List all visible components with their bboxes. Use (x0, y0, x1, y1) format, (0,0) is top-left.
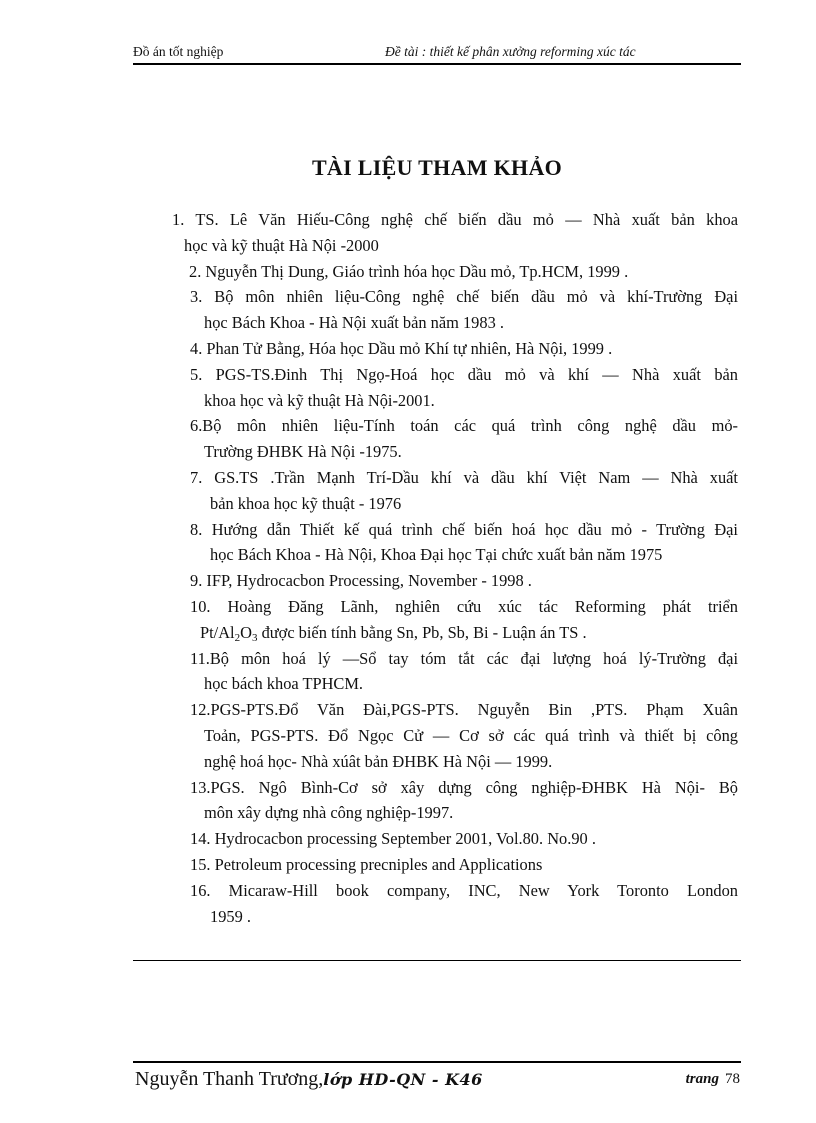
reference-line: học Bách Khoa - Hà Nội, Khoa Đại học Tại chức xuất bản năm 1975 (210, 545, 663, 565)
reference-item-6 (190, 413, 738, 465)
reference-line: 10. Hoàng Đăng Lãnh, nghiên cứu xúc tác Reforming phát triển (190, 596, 738, 616)
reference-item-8 (190, 517, 738, 569)
reference-line: học bách khoa TPHCM. (204, 674, 364, 694)
reference-line: bản khoa học kỹ thuật - 1976 (210, 493, 402, 513)
reference-text: được biến tính bằng Sn, Pb, Sb, Bi - Luận án TS . (257, 622, 587, 642)
reference-line: nghệ hoá học- Nhà xúât bản ĐHBK Hà Nội — 1999. (204, 751, 553, 771)
reference-line: môn xây dựng nhà công nghiệp-1997. (204, 803, 454, 823)
reference-line: 9. IFP, Hydrocacbon Processing, November - 1998 . (190, 571, 532, 591)
reference-list (172, 207, 738, 929)
reference-line: 2. Nguyễn Thị Dung, Giáo trình hóa học Dầu mỏ, Tp.HCM, 1999 . (189, 261, 629, 281)
page-number: 78 (725, 1071, 740, 1087)
reference-line: 15. Petroleum processing precniples and Applications (190, 854, 543, 874)
author-name: Nguyễn Thanh Trương, (135, 1068, 324, 1090)
content-end-divider (133, 960, 741, 961)
reference-line: 11.Bộ môn hoá lý —Sổ tay tóm tắt các đại lượng hoá lý-Trường đại (190, 648, 738, 668)
page-number-block (686, 1071, 740, 1088)
reference-line: 16. Micaraw-Hill book company, INC, New York Toronto London (190, 880, 738, 900)
author-class: lớp HD-QN - K46 (323, 1070, 483, 1089)
reference-item-11 (190, 646, 738, 698)
formula-subscript: 3 (251, 631, 258, 644)
page-title: TÀI LIỆU THAM KHẢO (311, 155, 563, 180)
footer-divider (133, 1061, 741, 1063)
reference-item-3 (190, 284, 738, 336)
reference-line: 1. TS. Lê Văn Hiếu-Công nghệ chế biến dầu mỏ — Nhà xuất bản khoa (172, 210, 738, 229)
reference-line: khoa học và kỹ thuật Hà Nội-2001. (204, 390, 435, 410)
reference-line: 4. Phan Tử Bằng, Hóa học Dầu mỏ Khí tự nhiên, Hà Nội, 1999 . (190, 338, 613, 358)
reference-line: 3. Bộ môn nhiên liệu-Công nghệ chế biến dầu mỏ và khí-Trường Đại (190, 287, 738, 307)
reference-line: Toản, PGS-PTS. Đổ Ngọc Cử — Cơ sở các quá trình và thiết bị công (204, 725, 738, 745)
footer-author (135, 1068, 483, 1091)
reference-line: 12.PGS-PTS.Đổ Văn Đài,PGS-PTS. Nguyễn Bin ,PTS. Phạm Xuân (190, 700, 738, 720)
reference-line: 7. GS.TS .Trần Mạnh Trí-Dầu khí và dầu khí Việt Nam — Nhà xuất (190, 467, 738, 487)
header-divider (133, 63, 741, 65)
reference-line: 6.Bộ môn nhiên liệu-Tính toán các quá trình công nghệ dầu mỏ- (190, 416, 738, 436)
reference-line: 8. Hướng dẫn Thiết kế quá trình chế biến hoá học dầu mỏ - Trường Đại (190, 519, 738, 539)
reference-line: học Bách Khoa - Hà Nội xuất bản năm 1983 . (204, 313, 504, 333)
reference-item-10 (190, 594, 738, 646)
formula-part: Pt/Al (200, 622, 235, 642)
formula-subscript: 2 (234, 631, 241, 644)
reference-item-14 (190, 826, 738, 852)
reference-line: 13.PGS. Ngô Bình-Cơ sở xây dựng công nghiệp-ĐHBK Hà Nội- Bộ (190, 777, 738, 797)
reference-item-9 (190, 568, 738, 594)
header-left-text: Đồ án tốt nghiệp (133, 44, 224, 59)
formula-part: O (240, 622, 252, 642)
reference-item-13 (190, 775, 738, 827)
reference-line: học và kỹ thuật Hà Nội -2000 (184, 235, 379, 255)
reference-item-7 (190, 465, 738, 517)
reference-item-16 (190, 878, 738, 930)
reference-item-4 (190, 336, 738, 362)
reference-item-2 (189, 259, 738, 285)
reference-item-15 (190, 852, 738, 878)
reference-line: 5. PGS-TS.Đinh Thị Ngọ-Hoá học dầu mỏ và khí — Nhà xuất bản (190, 364, 738, 384)
reference-item-12 (190, 697, 738, 774)
reference-line (190, 620, 738, 646)
page-label: trang (685, 1071, 719, 1087)
reference-line: 1959 . (210, 906, 251, 926)
reference-line: 14. Hydrocacbon processing September 2001, Vol.80. No.90 . (190, 829, 596, 849)
header-right-text: Đề tài : thiết kế phân xưởng reforming xúc tác (385, 44, 636, 59)
reference-item-1 (172, 207, 738, 259)
reference-line: Trường ĐHBK Hà Nội -1975. (204, 442, 402, 462)
reference-item-5 (190, 362, 738, 414)
